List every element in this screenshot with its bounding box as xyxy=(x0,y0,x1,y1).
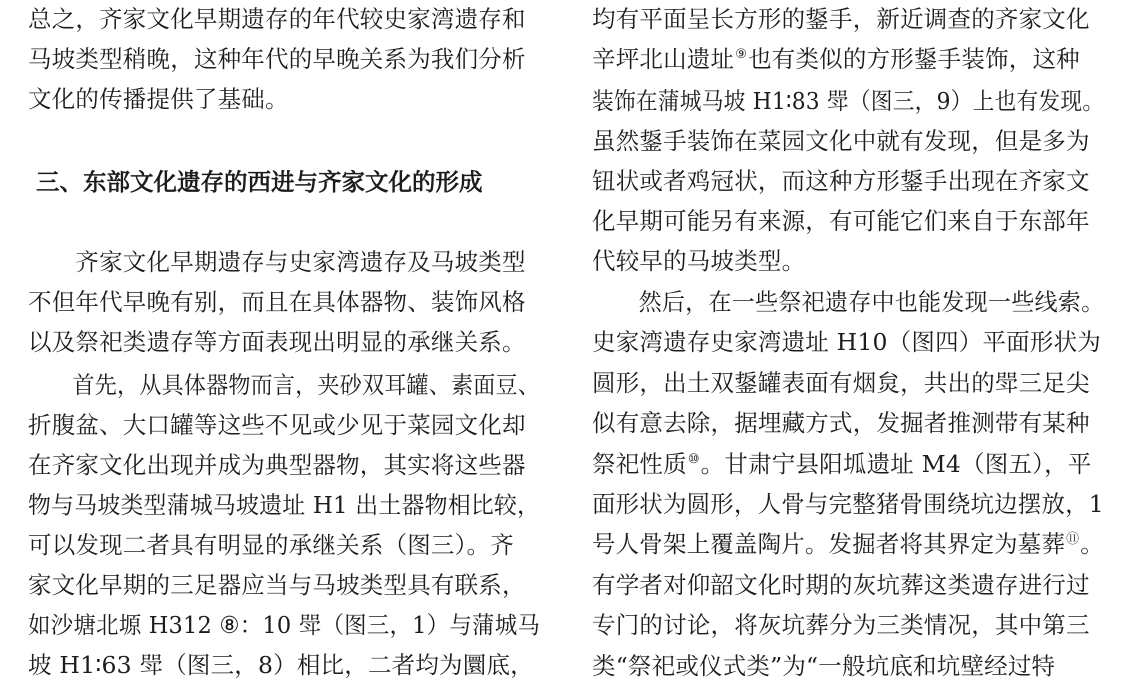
text-line: 首先，从具体器物而言，夹砂双耳罐、素面豆、 xyxy=(28,371,541,399)
text-line xyxy=(592,449,1092,479)
text-line: 类“祭祀或仪式类”为“一般坑底和坑壁经过特 xyxy=(592,652,1056,680)
text-line: 可以发现二者具有明显的承继关系（图三）。齐 xyxy=(28,531,514,559)
text-segment: 。甘肃宁县阳坬遗址 M4（图五），平 xyxy=(700,450,1092,478)
text-line xyxy=(592,529,1104,559)
text-line: 折腹盆、大口罐等这些不见或少见于菜园文化却 xyxy=(28,411,526,439)
text-segment: 也有类似的方形鋬手装饰，这种 xyxy=(748,45,1080,73)
text-line: 钮状或者鸡冠状，而这种方形鋬手出现在齐家文 xyxy=(592,167,1090,195)
footnote-marker: ⑨ xyxy=(735,47,748,62)
section-heading: 三、东部文化遗存的西进与齐家文化的形成 xyxy=(36,168,483,196)
text-line: 不但年代早晚有别，而且在具体器物、装饰风格 xyxy=(28,288,526,316)
text-line: 有学者对仰韶文化时期的灰坑葬这类遗存进行过 xyxy=(592,571,1090,599)
text-line: 似有意去除，据埋藏方式，发掘者推测带有某种 xyxy=(592,409,1090,437)
text-line: 马坡类型稍晚，这种年代的早晚关系为我们分析 xyxy=(28,45,526,73)
text-line: 文化的传播提供了基础。 xyxy=(28,85,289,113)
text-line: 物与马坡类型蒲城马坡遗址 H1 出土器物相比较， xyxy=(28,491,541,519)
text-line: 圆形，出土双鋬罐表面有烟炱，共出的斝三足尖 xyxy=(592,369,1090,397)
text-line: 坡 H1∶63 斝（图三，8）相比，二者均为圜底， xyxy=(28,651,534,679)
text-line: 化早期可能另有来源，有可能它们来自于东部年 xyxy=(592,207,1090,235)
text-line: 装饰在蒲城马坡 H1∶83 斝（图三，9）上也有发现。 xyxy=(592,87,1105,115)
text-line: 然后，在一些祭祀遗存中也能发现一些线索。 xyxy=(592,288,1105,316)
text-segment: 祭祀性质 xyxy=(592,450,687,478)
text-line: 以及祭祀类遗存等方面表现出明显的承继关系。 xyxy=(28,328,526,356)
text-line: 史家湾遗存史家湾遗址 H10（图四）平面形状为 xyxy=(592,328,1101,356)
text-line: 虽然鋬手装饰在菜园文化中就有发现，但是多为 xyxy=(592,127,1090,155)
text-line: 总之，齐家文化早期遗存的年代较史家湾遗存和 xyxy=(28,5,526,33)
text-line: 面形状为圆形，人骨与完整猪骨围绕坑边摆放，1 xyxy=(592,490,1104,518)
text-line: 专门的讨论，将灰坑葬分为三类情况，其中第三 xyxy=(592,611,1090,639)
text-segment: 号人骨架上覆盖陶片。发掘者将其界定为墓葬 xyxy=(592,530,1066,558)
footnote-marker: ⑪ xyxy=(1066,532,1080,547)
text-line xyxy=(592,44,1080,74)
text-segment: 。 xyxy=(1080,530,1104,558)
text-line: 代较早的马坡类型。 xyxy=(592,247,806,275)
text-line: 均有平面呈长方形的鋬手，新近调查的齐家文化 xyxy=(592,5,1090,33)
text-line: 如沙塘北塬 H312 ⑧：10 斝（图三，1）与蒲城马 xyxy=(28,611,541,639)
footnote-marker: ⑩ xyxy=(687,452,700,467)
text-line: 在齐家文化出现并成为典型器物，其实将这些器 xyxy=(28,451,526,479)
text-line: 家文化早期的三足器应当与马坡类型具有联系， xyxy=(28,571,526,599)
text-line: 齐家文化早期遗存与史家湾遗存及马坡类型 xyxy=(28,248,526,276)
text-segment: 辛坪北山遗址 xyxy=(592,45,735,73)
